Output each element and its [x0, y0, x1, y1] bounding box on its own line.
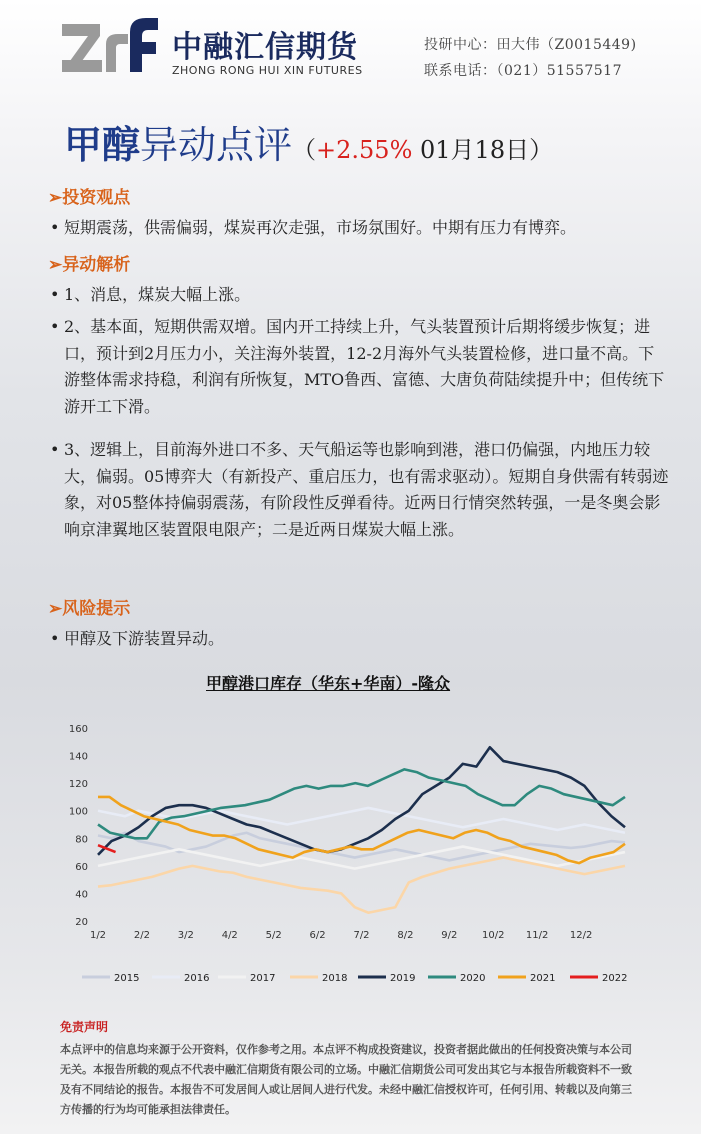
section-investment-view	[48, 183, 130, 208]
y-tick-label: 40	[75, 889, 88, 901]
list-item-text: 甲醇及下游装置异动。	[64, 629, 225, 648]
bullet-icon: •	[50, 317, 60, 336]
bullet-icon: •	[50, 218, 60, 237]
list-item	[50, 437, 670, 543]
list-item-text: 1、消息，煤炭大幅上涨。	[64, 285, 251, 304]
list-item	[50, 282, 670, 309]
legend-label-2015: 2015	[114, 973, 140, 984]
list-item	[50, 215, 670, 242]
section-analysis	[48, 250, 130, 275]
disclaimer-heading: 免责声明	[60, 1020, 109, 1034]
x-tick-label: 1/2	[89, 930, 107, 941]
chart-title: 甲醇港口库存（华东+华南）-隆众	[206, 674, 451, 693]
x-tick-label: 3/2	[177, 930, 194, 941]
series-line-2019	[98, 747, 625, 855]
x-tick-label: 5/2	[265, 930, 282, 941]
section-title: 风险提示	[62, 599, 131, 619]
x-tick-label: 8/2	[397, 930, 414, 941]
series-line-2016	[98, 808, 625, 833]
list-item	[50, 626, 670, 653]
company-name-en: ZHONG RONG HUI XIN FUTURES	[172, 64, 363, 77]
x-tick-label: 7/2	[353, 930, 370, 941]
legend-label-2017: 2017	[250, 973, 276, 984]
section-risk	[48, 594, 130, 619]
x-tick-label: 4/2	[221, 930, 238, 941]
x-tick-label: 11/2	[525, 930, 549, 941]
x-tick-label: 9/2	[441, 930, 458, 941]
section-title: 投资观点	[62, 188, 131, 208]
title-product: 甲醇	[64, 122, 141, 167]
list-item-text: 2、基本面，短期供需双增。国内开工持续上升，气头装置预计后期将缓步恢复；进口，预计到2月压力小，关注海外装置，12-2月海外气头装置检修，进口量不高。下游整体需求持稳，利润有所恢复，MTO鲁西、富德、大唐负荷陆续提升中；但传统下游开工下滑。	[64, 317, 665, 416]
series-line-2018	[98, 858, 625, 913]
y-tick-label: 140	[68, 751, 88, 763]
bullet-icon: •	[50, 629, 60, 648]
arrow-right-icon: ➢	[48, 188, 63, 208]
y-tick-label: 80	[75, 834, 88, 846]
bullet-icon: •	[50, 285, 60, 304]
disclaimer-text: 本点评中的信息均来源于公开资料，仅作参考之用。本点评不构成投资建议，投资者据此做出的任何投资决策与本公司无关。本报告所载的观点不代表中融汇信期货有限公司的立场。中融汇信期货公司可发出其它与本报告所载资料不一致及有不同结论的报告。本报告不可发居间人或让居间人进行代发。未经中融汇信授权许可，任何引用、转载以及向第三方传播的行为均可能承担法律责任。	[60, 1043, 632, 1116]
page-title	[64, 114, 553, 169]
legend-label-2018: 2018	[322, 973, 348, 984]
legend-label-2021: 2021	[530, 973, 556, 984]
title-date: 01月18日）	[412, 136, 554, 164]
title-subject: 异动点评	[140, 123, 293, 167]
research-contact: 投研中心：田大伟（Z0015449)	[424, 37, 637, 53]
y-tick-label: 60	[75, 861, 88, 873]
x-tick-label: 10/2	[482, 930, 505, 941]
title-change: +2.55%	[316, 136, 413, 164]
x-tick-label: 2/2	[133, 930, 150, 941]
title-open-paren: （	[292, 136, 317, 164]
inventory-line-chart	[60, 715, 640, 995]
series-line-2015	[98, 833, 625, 861]
list-item	[50, 314, 670, 420]
section-title: 异动解析	[62, 255, 131, 275]
x-tick-label: 6/2	[309, 930, 326, 941]
arrow-right-icon: ➢	[48, 599, 63, 619]
legend-label-2022: 2022	[602, 973, 628, 984]
list-item-text: 短期震荡，供需偏弱，煤炭再次走强，市场氛围好。中期有压力有博弈。	[64, 218, 577, 237]
company-logo-icon	[62, 14, 162, 82]
y-tick-label: 20	[75, 917, 88, 928]
company-name-cn: 中融汇信期货	[172, 30, 358, 65]
phone-contact: 联系电话：（021）51557517	[424, 63, 622, 79]
y-tick-label: 160	[68, 724, 88, 735]
y-tick-label: 100	[68, 806, 88, 818]
legend-label-2019: 2019	[390, 973, 416, 984]
list-item-text: 3、逻辑上，目前海外进口不多、天气船运等也影响到港，港口仍偏强，内地压力较大，偏弱。05博弈大（有新投产、重启压力，也有需求驱动）。短期自身供需有转弱迹象，对05整体持偏弱震荡，有阶段性反弹看待。近两日行情突然转强，一是冬奥会影响京津翼地区装置限电限产；二是近两日煤炭大幅上涨。	[64, 440, 669, 539]
legend-label-2016: 2016	[184, 973, 210, 984]
y-tick-label: 120	[68, 779, 88, 791]
arrow-right-icon: ➢	[48, 255, 63, 275]
bullet-icon: •	[50, 440, 60, 459]
legend-label-2020: 2020	[460, 973, 486, 984]
x-tick-label: 12/2	[569, 930, 593, 941]
